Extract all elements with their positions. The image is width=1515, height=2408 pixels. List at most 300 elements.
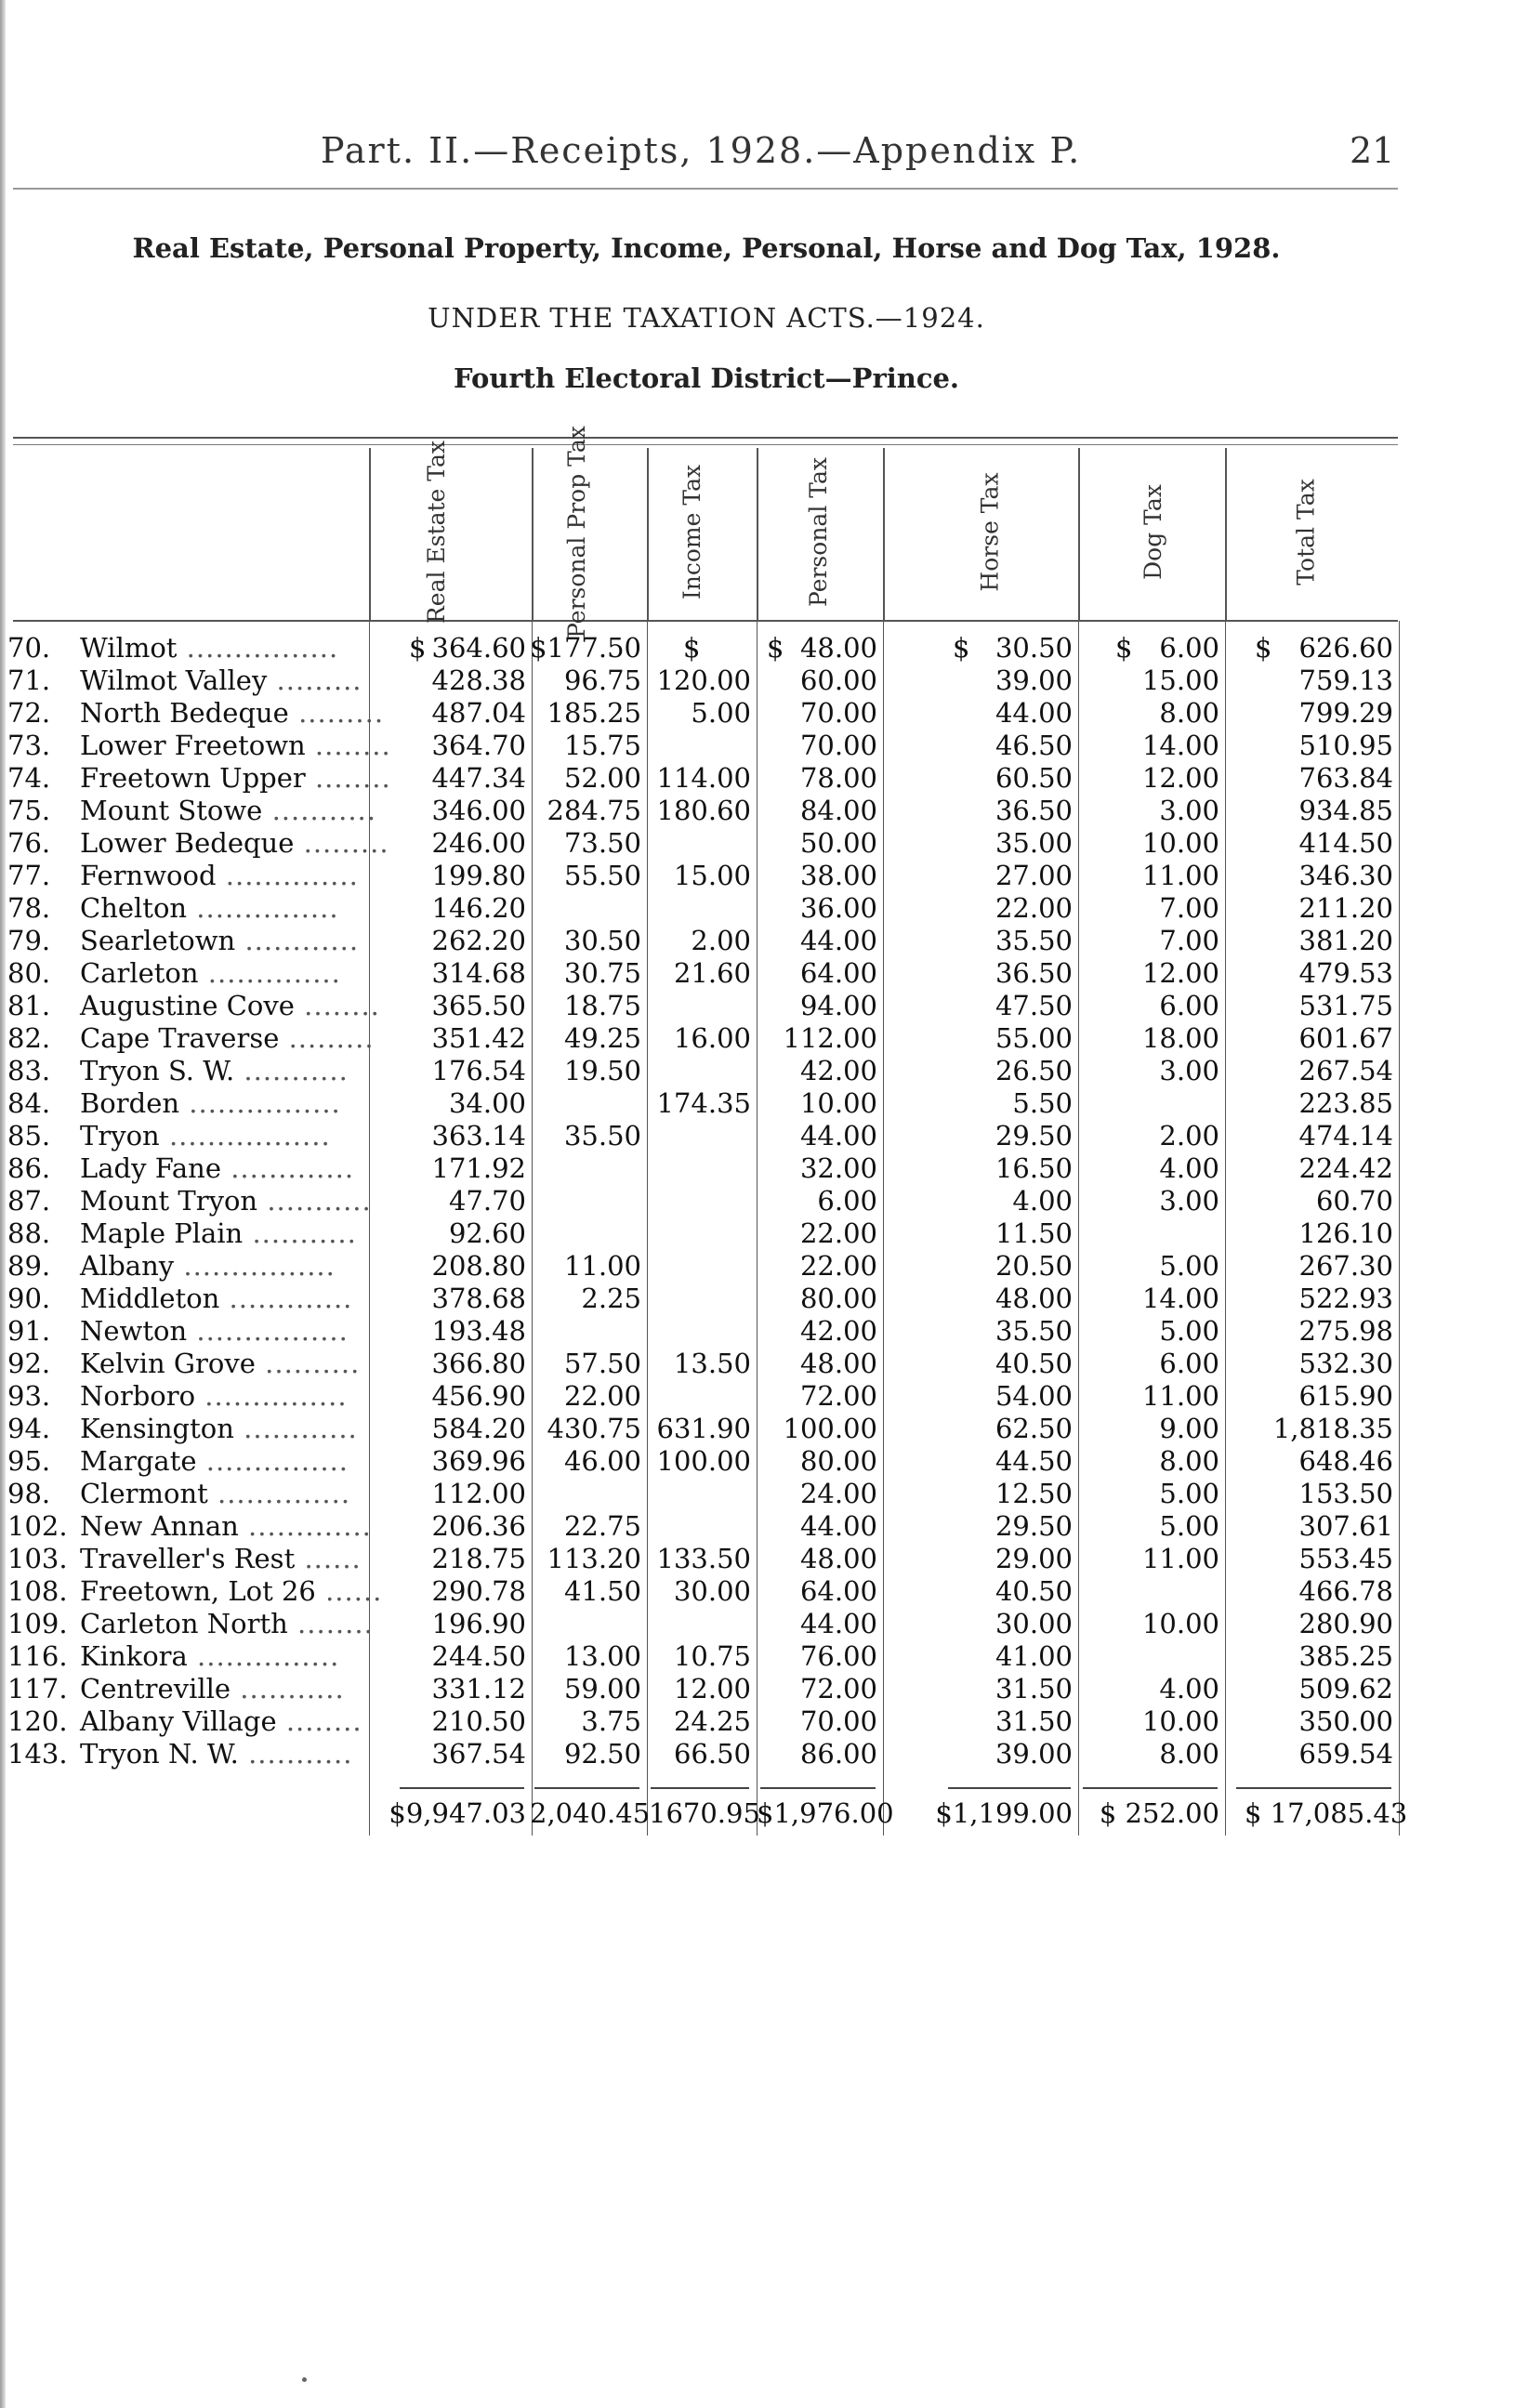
cell-prop: $177.50 xyxy=(530,632,641,664)
cell-prop: 284.75 xyxy=(547,795,641,826)
cell-prop: 49.25 xyxy=(563,1022,641,1054)
place-name xyxy=(80,1478,359,1510)
leader-dots: .............. xyxy=(216,860,359,891)
cell-total: 211.20 xyxy=(1298,892,1393,924)
cell-real: 92.60 xyxy=(448,1217,526,1249)
cell-horse: 31.50 xyxy=(995,1705,1073,1737)
district-number: 72. xyxy=(7,697,51,729)
cell-prop: 73.50 xyxy=(563,827,641,859)
cell-personal: 44.00 xyxy=(799,925,877,956)
cell-dog: 3.00 xyxy=(1159,1185,1219,1217)
cell-personal: 50.00 xyxy=(799,827,877,859)
column-header-horse xyxy=(957,451,1022,613)
cell-total: 799.29 xyxy=(1298,697,1393,729)
total-total: $ 17,085.43 xyxy=(1245,1797,1408,1829)
leader-dots: ............... xyxy=(196,1445,349,1477)
column-divider xyxy=(1078,448,1080,620)
cell-total: 153.50 xyxy=(1298,1478,1393,1509)
cell-income: 15.00 xyxy=(673,860,751,891)
cell-real: 262.20 xyxy=(431,925,526,956)
cell-real: 447.34 xyxy=(431,762,526,794)
cell-total: 224.42 xyxy=(1298,1152,1393,1184)
cell-horse: 36.50 xyxy=(995,795,1073,826)
cell-total: 553.45 xyxy=(1298,1543,1393,1574)
cell-real: 428.38 xyxy=(431,665,526,696)
table-row xyxy=(0,1348,1515,1380)
cell-prop: 30.50 xyxy=(563,925,641,956)
cell-prop: 52.00 xyxy=(563,762,641,794)
cell-income: 66.50 xyxy=(673,1738,751,1770)
table-row xyxy=(0,1120,1515,1152)
table-row xyxy=(0,1640,1515,1673)
sum-rule xyxy=(400,1787,524,1789)
column-divider xyxy=(757,448,758,620)
cell-real: 364.60 xyxy=(431,632,526,664)
cell-total: 759.13 xyxy=(1298,665,1393,696)
column-header-label: Real Estate Tax xyxy=(423,440,451,625)
place-name xyxy=(80,1152,359,1185)
place-name xyxy=(80,1348,359,1380)
cell-horse: 48.00 xyxy=(995,1283,1073,1314)
cell-total: 509.62 xyxy=(1298,1673,1393,1704)
table-row xyxy=(0,1380,1515,1413)
cell-total: 350.00 xyxy=(1298,1705,1393,1737)
cell-prop: 59.00 xyxy=(563,1673,641,1704)
district-number: 71. xyxy=(7,665,51,696)
leader-dots: ................. xyxy=(159,1120,331,1151)
cell-personal: 44.00 xyxy=(799,1510,877,1542)
cell-dog: 14.00 xyxy=(1141,730,1219,761)
place-name-text: Wilmot Valley xyxy=(80,665,268,696)
cell-dog: 2.00 xyxy=(1159,1120,1219,1151)
district-number: 95. xyxy=(7,1445,51,1477)
cell-prop: 96.75 xyxy=(563,665,641,696)
cell-personal: 84.00 xyxy=(799,795,877,826)
cell-total: 763.84 xyxy=(1298,762,1393,794)
cell-horse: 55.00 xyxy=(995,1022,1073,1054)
table-row xyxy=(0,1445,1515,1478)
column-header-label: Personal Prop Tax xyxy=(562,426,590,638)
dollar-sign-dog: $ xyxy=(1115,632,1133,664)
cell-real: 456.90 xyxy=(431,1380,526,1412)
place-name xyxy=(80,697,385,730)
table-row xyxy=(0,1283,1515,1315)
district-number: 73. xyxy=(7,730,51,761)
place-name-text: Fernwood xyxy=(80,860,217,891)
cell-prop: 92.50 xyxy=(563,1738,641,1770)
table-row xyxy=(0,957,1515,990)
place-name-text: New Annan xyxy=(80,1510,239,1542)
place-name-text: Tryon N. W. xyxy=(80,1738,239,1770)
cell-horse: 20.50 xyxy=(995,1250,1073,1282)
place-name xyxy=(80,860,359,892)
cell-personal: 76.00 xyxy=(799,1640,877,1672)
column-header-label: Income Tax xyxy=(678,464,706,600)
place-name xyxy=(80,1283,359,1315)
leader-dots: ............ xyxy=(233,1413,358,1444)
place-name xyxy=(80,665,362,697)
leader-dots: ........... xyxy=(234,1055,349,1086)
cell-personal: 60.00 xyxy=(799,665,877,696)
place-name-text: Freetown Upper xyxy=(80,762,306,794)
cell-prop: 35.50 xyxy=(563,1120,641,1151)
cell-dog: 9.00 xyxy=(1159,1413,1219,1444)
place-name-text: Chelton xyxy=(80,892,188,924)
cell-real: 218.75 xyxy=(431,1543,526,1574)
table-row xyxy=(0,1543,1515,1575)
place-name-text: Centreville xyxy=(80,1673,231,1704)
cell-income: 21.60 xyxy=(673,957,751,989)
cell-dog: 5.00 xyxy=(1159,1250,1219,1282)
cell-personal: 6.00 xyxy=(817,1185,877,1217)
leader-dots: ........ xyxy=(276,1705,362,1737)
cell-dog: 7.00 xyxy=(1159,925,1219,956)
place-name-text: Searletown xyxy=(80,925,236,956)
cell-horse: 4.00 xyxy=(1012,1185,1073,1217)
cell-income: 631.90 xyxy=(656,1413,751,1444)
cell-horse: 30.50 xyxy=(995,632,1073,664)
place-name xyxy=(80,925,359,957)
place-name-text: Augustine Cove xyxy=(80,990,295,1021)
total-income: 1670.95 xyxy=(649,1797,760,1829)
leader-dots: ............ xyxy=(235,925,360,956)
place-name-text: Newton xyxy=(80,1315,188,1347)
cell-horse: 22.00 xyxy=(995,892,1073,924)
cell-personal: 72.00 xyxy=(799,1380,877,1412)
column-header-label: Horse Tax xyxy=(976,472,1004,592)
cell-personal: 10.00 xyxy=(799,1087,877,1119)
cell-personal: 44.00 xyxy=(799,1608,877,1639)
cell-horse: 40.50 xyxy=(995,1575,1073,1607)
cell-income: 180.60 xyxy=(656,795,751,826)
place-name xyxy=(80,990,380,1022)
cell-personal: 80.00 xyxy=(799,1445,877,1477)
district-title: Fourth Electoral District—Prince. xyxy=(453,362,960,394)
leader-dots: ........ xyxy=(305,762,391,794)
table-row xyxy=(0,860,1515,892)
place-name xyxy=(80,795,376,827)
district-number: 84. xyxy=(7,1087,51,1119)
sum-rule xyxy=(651,1787,749,1789)
cell-dog: 11.00 xyxy=(1141,1380,1219,1412)
dollar-sign-total: $ xyxy=(1255,632,1272,664)
cell-total: 1,818.35 xyxy=(1272,1413,1393,1444)
leader-dots: .............. xyxy=(198,957,341,989)
cell-personal: 70.00 xyxy=(799,730,877,761)
cell-income: 30.00 xyxy=(673,1575,751,1607)
cell-real: 171.92 xyxy=(431,1152,526,1184)
leader-dots: ........... xyxy=(238,1738,353,1770)
place-name xyxy=(80,1738,359,1770)
cell-horse: 35.50 xyxy=(995,925,1073,956)
cell-horse: 39.00 xyxy=(995,1738,1073,1770)
cell-horse: 41.00 xyxy=(995,1640,1073,1672)
column-divider xyxy=(532,448,534,620)
cell-dog: 4.00 xyxy=(1159,1673,1219,1704)
cell-income: 114.00 xyxy=(656,762,751,794)
cell-prop: 430.75 xyxy=(547,1413,641,1444)
table-row xyxy=(0,925,1515,957)
cell-personal: 70.00 xyxy=(799,1705,877,1737)
leader-dots: ......... xyxy=(267,665,362,696)
cell-prop: 57.50 xyxy=(563,1348,641,1379)
cell-total: 615.90 xyxy=(1298,1380,1393,1412)
page-number: 21 xyxy=(1350,130,1395,171)
cell-dog: 18.00 xyxy=(1141,1022,1219,1054)
sum-rule xyxy=(534,1787,639,1789)
place-name-text: Mount Stowe xyxy=(80,795,263,826)
cell-prop: 113.20 xyxy=(547,1543,641,1574)
district-number: 81. xyxy=(7,990,51,1021)
cell-dog: 12.00 xyxy=(1141,957,1219,989)
table-row xyxy=(0,1185,1515,1217)
place-name-text: Clermont xyxy=(80,1478,208,1509)
page-header xyxy=(0,130,1515,177)
place-name-text: Cape Traverse xyxy=(80,1022,280,1054)
leader-dots: ............... xyxy=(195,1380,348,1412)
place-name xyxy=(80,1673,359,1705)
header-bottom-rule xyxy=(13,620,1398,622)
cell-dog: 8.00 xyxy=(1159,697,1219,729)
district-number: 92. xyxy=(7,1348,51,1379)
cell-income: 13.50 xyxy=(673,1348,751,1379)
column-divider xyxy=(647,448,649,620)
cell-real: 246.00 xyxy=(431,827,526,859)
cell-horse: 40.50 xyxy=(995,1348,1073,1379)
leader-dots: ............... xyxy=(187,892,339,924)
cell-total: 307.61 xyxy=(1298,1510,1393,1542)
cell-income: 16.00 xyxy=(673,1022,751,1054)
cell-horse: 29.50 xyxy=(995,1120,1073,1151)
district-number: 77. xyxy=(7,860,51,891)
cell-dog: 15.00 xyxy=(1141,665,1219,696)
table-row xyxy=(0,1217,1515,1250)
district-number: 116. xyxy=(7,1640,68,1672)
cell-prop: 15.75 xyxy=(563,730,641,761)
cell-dog: 5.00 xyxy=(1159,1510,1219,1542)
cell-prop: 46.00 xyxy=(563,1445,641,1477)
cell-real: 199.80 xyxy=(431,860,526,891)
cell-dog: 3.00 xyxy=(1159,1055,1219,1086)
column-header-real xyxy=(404,440,469,625)
cell-dog: 3.00 xyxy=(1159,795,1219,826)
cell-horse: 11.50 xyxy=(995,1217,1073,1249)
cell-income: 174.35 xyxy=(656,1087,751,1119)
leader-dots: ......... xyxy=(279,1022,375,1054)
cell-real: 346.00 xyxy=(431,795,526,826)
cell-personal: 38.00 xyxy=(799,860,877,891)
column-header-income xyxy=(660,451,725,613)
cell-total: 267.54 xyxy=(1298,1055,1393,1086)
cell-real: 369.96 xyxy=(431,1445,526,1477)
cell-total: 934.85 xyxy=(1298,795,1393,826)
cell-horse: 46.50 xyxy=(995,730,1073,761)
table-title: Real Estate, Personal Property, Income, Personal, Horse and Dog Tax, 1928. xyxy=(132,232,1281,264)
leader-dots: ................ xyxy=(174,1250,336,1282)
cell-real: 331.12 xyxy=(431,1673,526,1704)
cell-total: 280.90 xyxy=(1298,1608,1393,1639)
table-row xyxy=(0,665,1515,697)
table-subtitle: UNDER THE TAXATION ACTS.—1924. xyxy=(428,302,985,334)
cell-horse: 26.50 xyxy=(995,1055,1073,1086)
total-dog: $ 252.00 xyxy=(1099,1797,1219,1829)
cell-real: 47.70 xyxy=(448,1185,526,1217)
sum-rule xyxy=(760,1787,876,1789)
cell-horse: 62.50 xyxy=(995,1413,1073,1444)
total-horse: $1,199.00 xyxy=(935,1797,1073,1829)
district-number: 76. xyxy=(7,827,51,859)
table-top-rule xyxy=(13,437,1398,439)
table-row xyxy=(0,1022,1515,1055)
cell-prop: 55.50 xyxy=(563,860,641,891)
cell-personal: 48.00 xyxy=(799,632,877,664)
cell-horse: 27.00 xyxy=(995,860,1073,891)
cell-dog: 10.00 xyxy=(1141,1608,1219,1639)
cell-prop: 185.25 xyxy=(547,697,641,729)
cell-real: 210.50 xyxy=(431,1705,526,1737)
place-name-text: North Bedeque xyxy=(80,697,289,729)
table-row xyxy=(0,1673,1515,1705)
table-row xyxy=(0,795,1515,827)
cell-real: 112.00 xyxy=(431,1478,526,1509)
district-number: 93. xyxy=(7,1380,51,1412)
cell-personal: 100.00 xyxy=(783,1413,877,1444)
district-number: 102. xyxy=(7,1510,68,1542)
table-row xyxy=(0,632,1515,665)
header-rule xyxy=(13,188,1398,190)
cell-income: 24.25 xyxy=(673,1705,751,1737)
place-name xyxy=(80,1217,359,1250)
cell-horse: 29.50 xyxy=(995,1510,1073,1542)
place-name xyxy=(80,892,359,925)
place-name-text: Borden xyxy=(80,1087,180,1119)
cell-personal: 64.00 xyxy=(799,957,877,989)
place-name-text: Carleton North xyxy=(80,1608,288,1639)
cell-horse: 44.00 xyxy=(995,697,1073,729)
total-prop: 2,040.45 xyxy=(530,1797,651,1829)
table-row xyxy=(0,1705,1515,1738)
cell-real: 314.68 xyxy=(431,957,526,989)
district-number: 88. xyxy=(7,1217,51,1249)
place-name-text: Carleton xyxy=(80,957,199,989)
cell-total: 346.30 xyxy=(1298,860,1393,891)
table-row xyxy=(0,730,1515,762)
table-top-rule-thin xyxy=(13,444,1398,445)
place-name xyxy=(80,1380,359,1413)
cell-total: 601.67 xyxy=(1298,1022,1393,1054)
cell-personal: 32.00 xyxy=(799,1152,877,1184)
cell-dog: 11.00 xyxy=(1141,1543,1219,1574)
place-name xyxy=(80,1640,359,1673)
cell-horse: 5.50 xyxy=(1012,1087,1073,1119)
cell-income: 12.00 xyxy=(673,1673,751,1704)
place-name xyxy=(80,1087,359,1120)
cell-dog: 5.00 xyxy=(1159,1315,1219,1347)
cell-total: 532.30 xyxy=(1298,1348,1393,1379)
cell-total: 60.70 xyxy=(1315,1185,1393,1217)
table-row xyxy=(0,1315,1515,1348)
cell-prop: 13.00 xyxy=(563,1640,641,1672)
cell-total: 466.78 xyxy=(1298,1575,1393,1607)
column-divider xyxy=(369,448,371,620)
cell-personal: 22.00 xyxy=(799,1250,877,1282)
place-name xyxy=(80,1250,359,1283)
sum-rule xyxy=(1083,1787,1218,1789)
column-header-personal xyxy=(785,451,850,613)
cell-horse: 30.00 xyxy=(995,1608,1073,1639)
cell-personal: 80.00 xyxy=(799,1283,877,1314)
table-row xyxy=(0,1250,1515,1283)
cell-prop: 3.75 xyxy=(581,1705,641,1737)
cell-dog: 6.00 xyxy=(1159,1348,1219,1379)
cell-real: 351.42 xyxy=(431,1022,526,1054)
place-name-text: Albany Village xyxy=(80,1705,277,1737)
table-row xyxy=(0,1152,1515,1185)
district-number: 75. xyxy=(7,795,51,826)
table-row xyxy=(0,827,1515,860)
leader-dots: ......... xyxy=(294,827,389,859)
cell-horse: 35.50 xyxy=(995,1315,1073,1347)
cell-dog: 10.00 xyxy=(1141,827,1219,859)
cell-personal: 48.00 xyxy=(799,1543,877,1574)
place-name xyxy=(80,827,389,860)
cell-personal: 42.00 xyxy=(799,1315,877,1347)
cell-total: 479.53 xyxy=(1298,957,1393,989)
cell-horse: 29.00 xyxy=(995,1543,1073,1574)
total-personal: $1,976.00 xyxy=(757,1797,894,1829)
cell-personal: 64.00 xyxy=(799,1575,877,1607)
cell-real: 363.14 xyxy=(431,1120,526,1151)
table-row xyxy=(0,1055,1515,1087)
column-header-label: Total Tax xyxy=(1292,479,1320,586)
cell-total: 659.54 xyxy=(1298,1738,1393,1770)
cell-dog: 4.00 xyxy=(1159,1152,1219,1184)
cell-real: 196.90 xyxy=(431,1608,526,1639)
leader-dots: ........ xyxy=(294,990,380,1021)
cell-real: 176.54 xyxy=(431,1055,526,1086)
cell-dog: 5.00 xyxy=(1159,1478,1219,1509)
leader-dots: ......... xyxy=(288,697,385,729)
table-row xyxy=(0,1575,1515,1608)
cell-personal: 86.00 xyxy=(799,1738,877,1770)
place-name xyxy=(80,1575,383,1608)
table-row xyxy=(0,762,1515,795)
leader-dots: ................ xyxy=(187,1315,349,1347)
cell-real: 364.70 xyxy=(431,730,526,761)
place-name xyxy=(80,632,359,665)
cell-personal: 44.00 xyxy=(799,1120,877,1151)
leader-dots: ................ xyxy=(179,1087,341,1119)
district-number: 82. xyxy=(7,1022,51,1054)
cell-horse: 31.50 xyxy=(995,1673,1073,1704)
place-name-text: Kensington xyxy=(80,1413,234,1444)
place-name xyxy=(80,1510,372,1543)
table-row xyxy=(0,1087,1515,1120)
district-number: 87. xyxy=(7,1185,51,1217)
column-divider xyxy=(1225,448,1227,620)
cell-horse: 12.50 xyxy=(995,1478,1073,1509)
district-number: 86. xyxy=(7,1152,51,1184)
place-name xyxy=(80,1413,359,1445)
stray-ink-dot xyxy=(302,2377,307,2382)
cell-personal: 78.00 xyxy=(799,762,877,794)
dollar-sign-personal: $ xyxy=(767,632,784,664)
cell-real: 146.20 xyxy=(431,892,526,924)
district-number: 83. xyxy=(7,1055,51,1086)
district-number: 89. xyxy=(7,1250,51,1282)
cell-real: 206.36 xyxy=(431,1510,526,1542)
place-name-text: Middleton xyxy=(80,1283,220,1314)
